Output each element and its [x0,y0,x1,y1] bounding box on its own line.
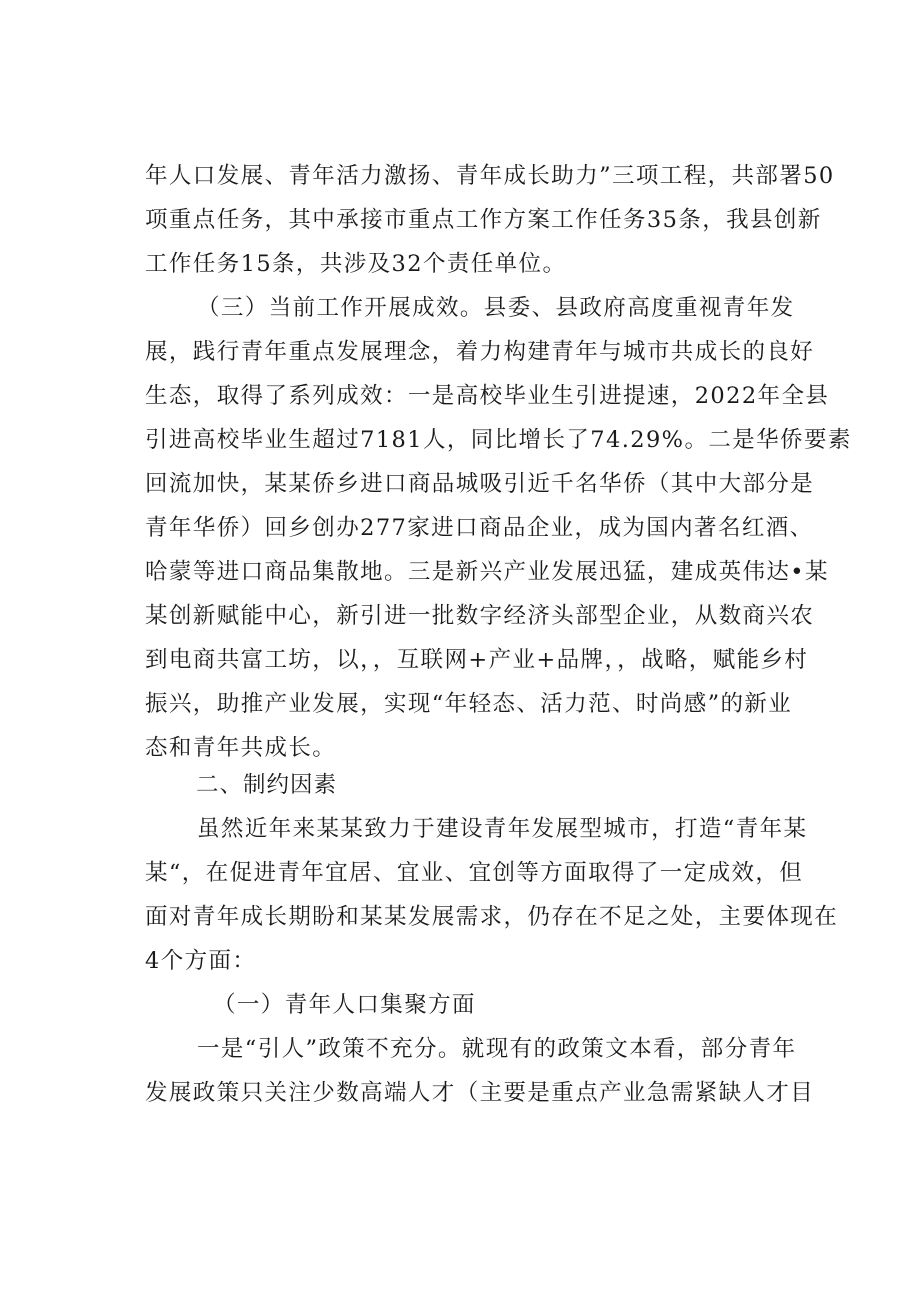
body-text-line: 青年华侨）回乡创办277家进口商品企业，成为国内著名红酒、 [145,515,814,541]
body-text-line: 工作任务15条，共涉及32个责任单位。 [145,251,567,277]
section-subheading-line: （三）当前工作开展成效。县委、县政府高度重视青年发 [197,295,795,321]
section-heading: 二、制约因素 [196,772,338,798]
body-text-line: 面对青年成长期盼和某某发展需求，仍存在不足之处，主要体现在 [145,904,839,930]
body-text-line: 哈蒙等进口商品集散地。三是新兴产业发展迅猛，建成英伟达•某 [145,559,829,585]
body-text-line: 生态，取得了系列成效：一是高校毕业生引进提速，2022年全县 [145,383,830,409]
body-text-line: 发展政策只关注少数高端人才（主要是重点产业急需紧缺人才目 [145,1080,815,1106]
body-text-line: 引进高校毕业生超过7181人，同比增长了74.29%。二是华侨要素 [145,427,852,453]
body-text-line: 某创新赋能中心，新引进一批数字经济头部型企业，从数商兴农 [145,603,815,629]
body-text-line: 年人口发展、青年活力激扬、青年成长助力”三项工程，共部署50 [145,163,835,189]
body-text-line: 虽然近年来某某致力于建设青年发展型城市，打造“青年某 [197,816,808,842]
body-text-line: 到电商共富工坊，以，，互联网+产业+品牌，，战略，赋能乡村 [145,647,809,673]
body-text-line: 态和青年共成长。 [145,735,337,761]
body-text-line: 回流加快，某某侨乡进口商品城吸引近千名华侨（其中大部分是 [145,471,815,497]
body-text-line: 项重点任务，其中承接市重点工作方案工作任务35条，我县创新 [145,207,822,233]
body-text-line: 一是“引人”政策不充分。就现有的政策文本看，部分青年 [197,1036,797,1062]
body-text-line: 振兴，助推产业发展，实现“年轻态、活力范、时尚感”的新业 [145,691,793,717]
body-text-line: 展，践行青年重点发展理念，着力构建青年与城市共成长的良好 [145,339,815,365]
body-text-line: 4个方面： [145,948,257,974]
body-text-line: 某“，在促进青年宜居、宜业、宜创等方面取得了一定成效，但 [145,860,804,886]
subsection-heading: （一）青年人口集聚方面 [213,992,476,1018]
